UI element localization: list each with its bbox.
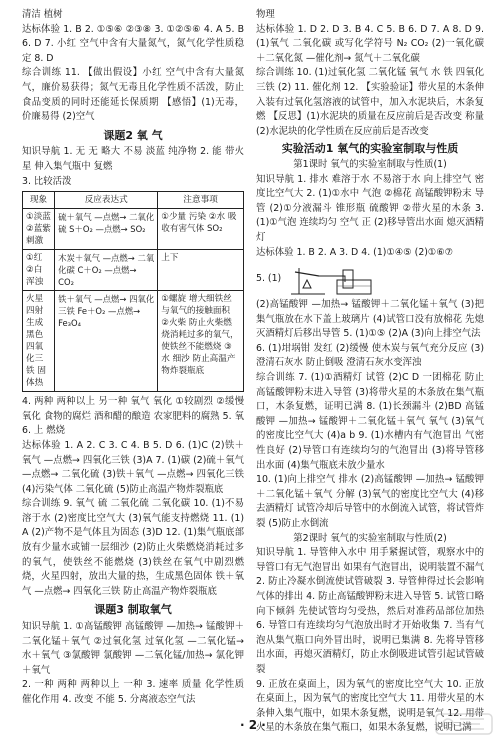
page-number: · 2 · — [240, 718, 266, 732]
experiment-table — [22, 191, 244, 392]
apparatus-figure — [256, 262, 484, 296]
table-row — [23, 291, 244, 392]
answer-line: 9. 正放在桌面上，因为氧气的密度比空气大 10. 正放在桌面上，因为氧气的密度比空气大 11. 用带火星的木条伸入集气瓶中，如果木条复燃，说明是氧气 12. 用带火星的木条放在集气瓶口，如果木条复燃，说明已满 — [256, 678, 484, 734]
table-cell: ①红 ②白 浑浊 — [23, 250, 55, 291]
answer-line: 3. 比较活泼 — [22, 175, 72, 187]
answer-line: (2)高锰酸钾 —加热→ 锰酸钾＋二氧化锰＋氧气 (3)把集气瓶放在水下盖上玻璃片 (4)试管口没有放棉花 先熄灭酒精灯后移出导管 5. (1)①⑤ (2)A (3)向上排空气法 — [256, 299, 484, 340]
answer-line: 知识导航 1. ①高锰酸钾 高锰酸钾 —加热→ 锰酸钾＋二氧化锰＋氧气 ②过氧化氢 过氧化氢 —二氧化锰→ 水＋氧气 ③氯酸钾 氯酸钾 —二氧化锰/加热→ 氯化钾＋氧气 — [22, 621, 244, 676]
apparatus-label: 5. (1) — [256, 272, 282, 284]
table-header: 反应表达式 — [55, 192, 158, 209]
table-row — [23, 209, 244, 250]
answer-line: 物理 — [256, 9, 275, 20]
answer-line: 达标体验 1. B 2. A 3. D 4. (1)①④⑤ (2)①⑥⑦ — [256, 246, 454, 258]
answer-line: 10. (1)向上排空气 排水 (2)高锰酸钾 —加热→ 锰酸钾＋二氧化锰＋氧气 分解 (3)氧气的密度比空气大 (4)移去酒精灯 试管冷却后导管中的水倒流入试管，将试管炸裂 (5)防止水倒流 — [256, 474, 484, 529]
table-cell: 铁＋氧气 —点燃→ 四氧化三铁 Fe＋O₂ —点燃→ Fe₃O₄ — [55, 291, 158, 392]
answer-line: 6. (1)坩埚钳 发红 (2)缓慢 使木炭与氧气充分反应 (3)澄清石灰水 防止倒吸 澄清石灰水变浑浊 — [256, 342, 484, 369]
answer-line: 达标体验 1. B 2. ①⑤⑥ ②③⑧ 3. ①②⑤⑥ 4. A 5. B 6. D 7. 小红 空气中含有大量氮气，氮气化学性质稳定 8. D — [22, 23, 244, 64]
table-header: 注意事项 — [158, 192, 244, 209]
answer-line: 达标体验 1. A 2. C 3. C 4. B 5. D 6. (1)C (2)铁＋氧气 —点燃→ 四氧化三铁 (3)A 7. (1)碳 (2)硫＋氧气 —点燃→ 二氧化硫 (3)铁＋氧气 —点燃→ 四氧化三铁 (4)污染气体 二氧化硫 (5)防止高温产物炸裂瓶底 — [22, 439, 244, 495]
table-cell: 火星四射 生成黑色四氧化三铁 固体热 — [23, 291, 55, 392]
table-cell: ①淡蓝 ②蓝紫 刺激 — [23, 209, 55, 250]
answer-line: 清洁 植树 — [22, 9, 63, 20]
answer-line: 知识导航 1. 排水 难溶于水 不易溶于水 向上排空气 密度比空气大 2. (1)①水中 气泡 ②棉花 高锰酸钾粉末 导管 (2)①分液漏斗 锥形瓶 硫酸钾 ②带火星的木条 3. (1)①气泡 连续均匀 空气 正 (2)移导管出水面 熄灭酒精灯 — [256, 173, 484, 243]
answer-line: 达标体验 1. D 2. D 3. B 4. C 5. B 6. D 7. A 8. D 9. (1)氧气 二氧化碳 或写化学符号 N₂ CO₂ (2)一氧化碳＋二氧化氮 —催化剂→ 氮气＋二氧化碳 — [256, 23, 484, 64]
section-title: 课题3 制取氧气 — [94, 603, 172, 617]
answer-line: 综合训练 10. (1)过氧化氢 二氧化锰 氧气 水 铁 四氧化三铁 (2) 11. 催化剂 12. 【实验验证】带火星的木条伸入装有过氧化氢溶液的试管中，加入水泥块后，木条复燃 【反思】(1)水泥块的质量在反应前后是否改变 称量 (2)水泥块的化学性质在反应前后是否改变 — [256, 67, 484, 137]
table-cell: 上下 — [158, 250, 244, 291]
left-column — [22, 8, 244, 708]
lesson-title: 第2课时 氧气的实验室制取与性质(2) — [293, 532, 447, 544]
section-title: 实验活动1 氧气的实验室制取与性质 — [281, 142, 459, 156]
right-column — [256, 8, 484, 736]
section-title: 课题2 氧 气 — [103, 128, 163, 142]
table-row — [23, 250, 244, 291]
gas-collection-apparatus-diagram — [285, 262, 381, 296]
answer-line: 综合训练 9. 氧气 硫 二氧化硫 二氧化碳 10. (1)不易溶于水 (2)密度比空气大 (3)氧气能支持燃烧 11. (1)A (2)产物不是气体且为固态 (3)D 12. (1)集气瓶底部放有少量水或铺一层细沙 (2)防止火柴燃烧消耗过多的氧气，使铁丝不能燃烧 (3)铁丝在氧气中剧烈燃烧，火星四射，放出大量的热，生成黑色固体 铁＋氧气 —点燃→ 四氧化三铁 防止高温产物炸裂瓶底 — [22, 498, 244, 597]
table-header: 现象 — [23, 192, 55, 209]
answer-line: 4. 两种 两种以上 另一种 氧气 氧化 ①较剧烈 ②缓慢氧化 食物的腐烂 酒和醋的酿造 农家肥料的腐熟 5. 氧 6. 上 燃烧 — [22, 396, 244, 437]
answer-line: 知识导航 1. 导管伸入水中 用手紧握试管，观察水中的导管口有无气泡冒出 如果有气泡冒出，说明装置不漏气 2. 防止冷凝水倒流使试管破裂 3. 导管伸得过长会影响气体的排出 4. 防止高锰酸钾粉末进入导管 5. 试管口略向下倾斜 先使试管均匀受热，然后对准药品部位加热 6. 导管口有连续均匀气泡放出时才开始收集 7. 当有气泡从集气瓶口向外冒出时，说明已集满 8. 先将导管移出水面，再熄灭酒精灯，防止水倒吸进试管引起试管破裂 — [256, 547, 484, 675]
lesson-title: 第1课时 氧气的实验室制取与性质(1) — [293, 158, 447, 170]
answer-line: 综合训练 11. 【做出假设】小红 空气中含有大量氮气，廉价易获得；氮气无毒且化学性质不活泼，防止食品变质的同时还能延长保质期 【感悟】(1)无毒，价廉易得 (2)空气 — [22, 67, 244, 123]
answer-line: 2. 一种 两种 两种以上 一种 3. 速率 质量 化学性质 催化作用 4. 改变 不能 5. 分离液态空气法 — [22, 679, 244, 705]
watermark-logo — [434, 710, 494, 738]
answer-line: 综合训练 7. (1)①酒精灯 试管 (2)C D 一团棉花 防止高锰酸钾粉末进入导管 (3)将带火星的木条放在集气瓶口，木条复燃，证明已满 8. (1)长颈漏斗 (2)BD 高锰酸钾 —加热→ 锰酸钾＋二氧化锰＋氧气 氧气 (3)氧气的密度比空气大 (4)a b 9. (1)水槽内有气泡冒出 气密性良好 (2)导管口有连续均匀的气泡冒出 (3)将导管移出水面 (4)集气瓶底未放少量水 — [256, 372, 484, 471]
table-cell: 硫＋氧气 —点燃→ 二氧化硫 S＋O₂ —点燃→ SO₂ — [55, 209, 158, 250]
answer-line: 知识导航 1. 无 无 略大 不易 淡蓝 纯净物 2. 能 带火星 伸入集气瓶中 复燃 — [22, 146, 244, 172]
table-cell: ①少量 污染 ②水 吸收有害气体 SO₂ — [158, 209, 244, 250]
table-cell: 木炭＋氧气 —点燃→ 二氧化碳 C＋O₂ —点燃→ CO₂ — [55, 250, 158, 291]
table-cell: ①螺旋 增大细铁丝与氧气的接触面积 ②火柴 防止火柴燃烧消耗过多的氧气，使铁丝不能燃烧 ③水 细沙 防止高温产物炸裂瓶底 — [158, 291, 244, 392]
